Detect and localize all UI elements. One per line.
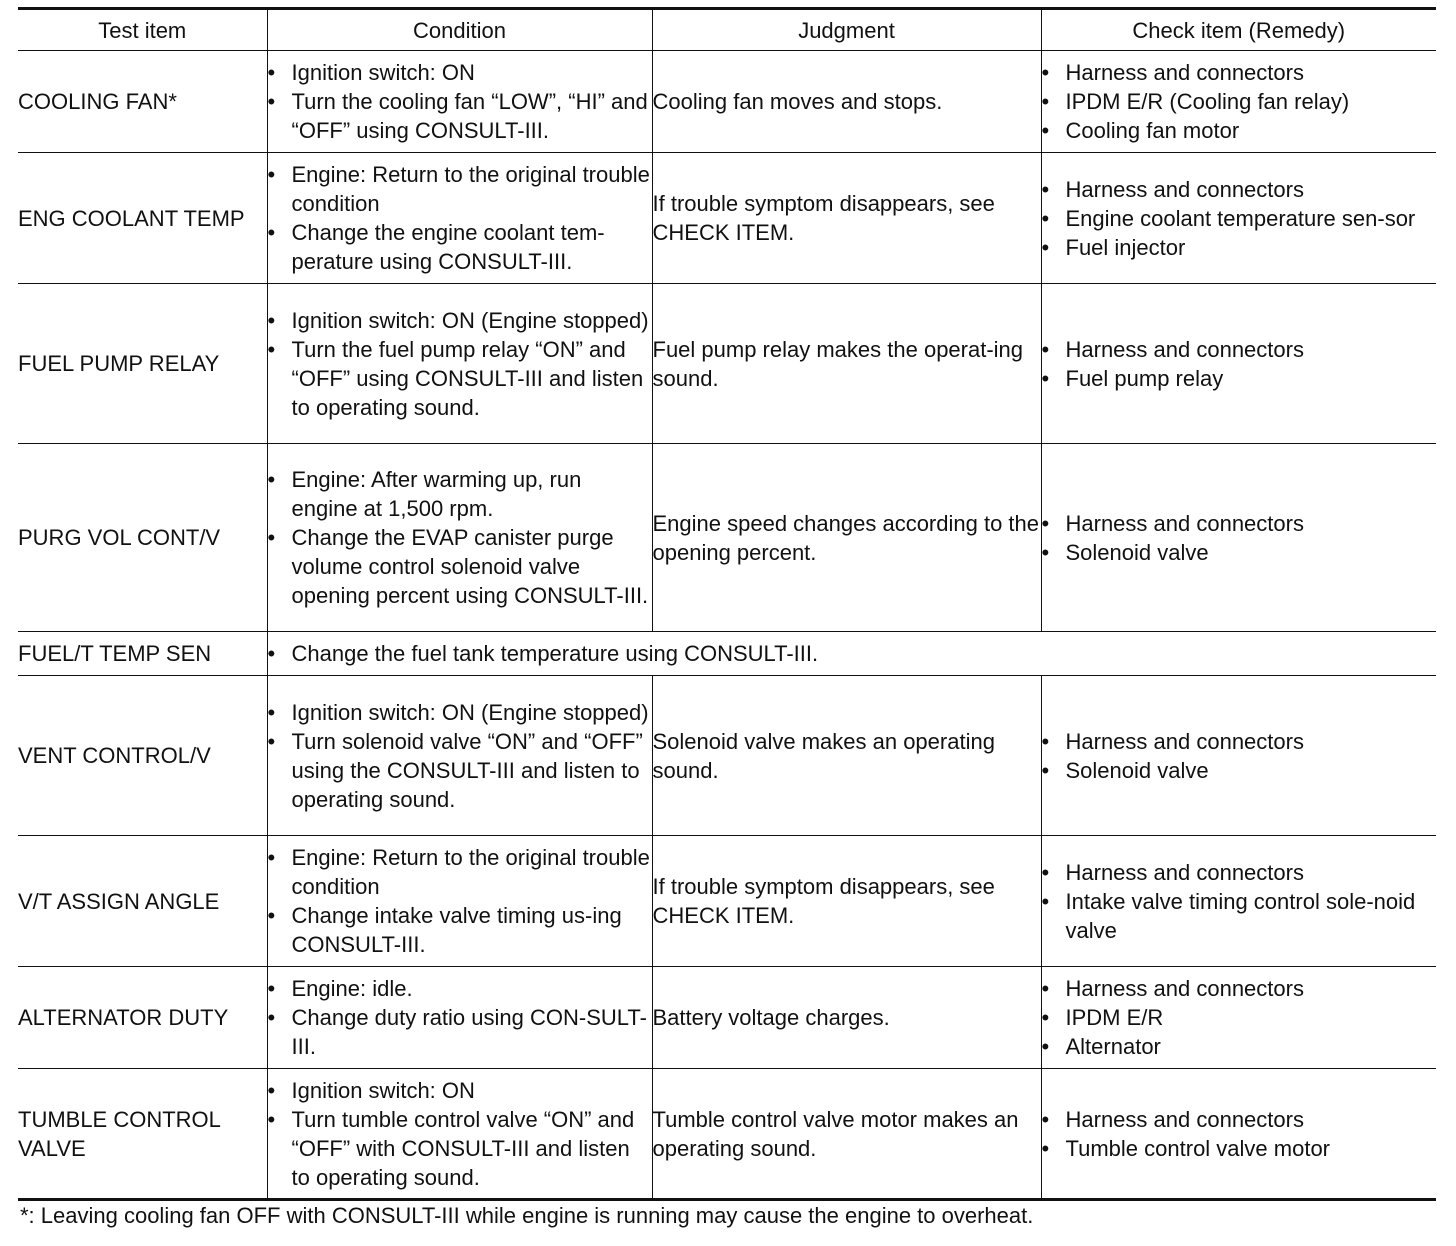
bullet-icon: • bbox=[267, 1106, 276, 1132]
check-item-list bbox=[1042, 175, 1437, 262]
list-item bbox=[268, 1105, 652, 1192]
list-item bbox=[1042, 116, 1437, 145]
bullet-icon: • bbox=[267, 1005, 276, 1030]
bullet-icon: • bbox=[1041, 234, 1050, 260]
test-item-cell: COOLING FAN* bbox=[18, 51, 267, 153]
list-item bbox=[268, 465, 652, 523]
list-item-text: IPDM E/R (Cooling fan relay) bbox=[1065, 89, 1350, 114]
list-item bbox=[1042, 858, 1437, 887]
list-item-text: Solenoid valve bbox=[1065, 539, 1209, 565]
check-item-list bbox=[1042, 974, 1437, 1061]
list-item bbox=[268, 218, 652, 276]
list-item-text: Ignition switch: ON (Engine stopped) bbox=[291, 699, 649, 725]
list-item bbox=[268, 639, 1437, 668]
judgment-cell: Engine speed changes according to the opening percent. bbox=[652, 444, 1041, 632]
bullet-icon: • bbox=[267, 60, 276, 85]
list-item bbox=[268, 1003, 652, 1061]
bullet-icon: • bbox=[267, 699, 276, 725]
bullet-icon: • bbox=[1041, 1135, 1050, 1161]
check-item-list bbox=[1042, 1105, 1437, 1163]
bullet-icon: • bbox=[1041, 176, 1050, 202]
list-item bbox=[268, 87, 652, 145]
table-row bbox=[18, 51, 1436, 153]
list-item bbox=[268, 160, 652, 218]
judgment-cell: If trouble symptom disappears, see CHECK ITEM. bbox=[652, 153, 1041, 284]
list-item bbox=[1042, 727, 1437, 756]
list-item bbox=[1042, 1003, 1437, 1032]
bullet-icon: • bbox=[267, 976, 276, 1001]
bullet-icon: • bbox=[267, 467, 276, 492]
condition-list bbox=[268, 306, 652, 422]
list-item-text: Cooling fan motor bbox=[1065, 118, 1240, 143]
list-item-text: Engine coolant temperature sen-sor bbox=[1065, 205, 1416, 231]
condition-list bbox=[268, 1076, 652, 1192]
condition-cell bbox=[267, 676, 652, 836]
list-item-text: Turn solenoid valve “ON” and “OFF” using the CONSULT-III and listen to operating sound. bbox=[291, 728, 643, 812]
list-item-text: Engine: After warming up, run engine at 1,500 rpm. bbox=[291, 467, 582, 521]
bullet-icon: • bbox=[267, 845, 276, 870]
test-item-cell: FUEL PUMP RELAY bbox=[18, 284, 267, 444]
bullet-icon: • bbox=[267, 641, 276, 666]
condition-list bbox=[268, 843, 652, 959]
list-item-text: Tumble control valve motor bbox=[1065, 1135, 1331, 1161]
list-item-text: Harness and connectors bbox=[1065, 976, 1304, 1001]
list-item-text: Engine: Return to the original trouble condition bbox=[291, 845, 650, 899]
check-item-cell bbox=[1041, 836, 1436, 967]
check-item-cell bbox=[1041, 51, 1436, 153]
bullet-icon: • bbox=[267, 728, 276, 754]
bullet-icon: • bbox=[1041, 1106, 1050, 1132]
check-item-cell bbox=[1041, 1069, 1436, 1200]
judgment-cell: Solenoid valve makes an operating sound. bbox=[652, 676, 1041, 836]
list-item bbox=[1042, 58, 1437, 87]
bullet-icon: • bbox=[1041, 60, 1050, 85]
bullet-icon: • bbox=[267, 89, 276, 114]
test-item-cell: V/T ASSIGN ANGLE bbox=[18, 836, 267, 967]
header-check-item: Check item (Remedy) bbox=[1041, 9, 1436, 51]
bullet-icon: • bbox=[1041, 510, 1050, 536]
bullet-icon: • bbox=[267, 162, 276, 187]
test-item-cell: ALTERNATOR DUTY bbox=[18, 967, 267, 1069]
condition-cell bbox=[267, 1069, 652, 1200]
table-row bbox=[18, 676, 1436, 836]
condition-cell bbox=[267, 284, 652, 444]
list-item-text: Turn the cooling fan “LOW”, “HI” and “OFF” using CONSULT-III. bbox=[291, 89, 648, 143]
condition-list bbox=[268, 58, 652, 145]
list-item-text: Change the EVAP canister purge volume control solenoid valve opening percent using CONSULT-III. bbox=[291, 525, 649, 608]
list-item-text: Change the engine coolant tem-perature using CONSULT-III. bbox=[291, 220, 605, 274]
list-item-text: Engine: idle. bbox=[291, 976, 413, 1001]
list-item bbox=[1042, 204, 1437, 233]
list-item-text: IPDM E/R bbox=[1065, 1005, 1164, 1030]
list-item-text: Ignition switch: ON bbox=[291, 60, 475, 85]
footnote: *: Leaving cooling fan OFF with CONSULT-III while engine is running may cause the engine to overheat. bbox=[20, 1203, 1034, 1228]
check-item-list bbox=[1042, 58, 1437, 145]
bullet-icon: • bbox=[1041, 89, 1050, 114]
list-item bbox=[1042, 756, 1437, 785]
list-item bbox=[268, 58, 652, 87]
judgment-cell: If trouble symptom disappears, see CHECK ITEM. bbox=[652, 836, 1041, 967]
list-item-text: Intake valve timing control sole-noid valve bbox=[1065, 888, 1416, 943]
active-test-table bbox=[18, 7, 1436, 1201]
list-item-text: Fuel injector bbox=[1065, 234, 1186, 260]
list-item-text: Harness and connectors bbox=[1065, 728, 1304, 754]
header-test-item: Test item bbox=[18, 9, 267, 51]
list-item-text: Engine: Return to the original trouble condition bbox=[291, 162, 650, 216]
list-item bbox=[268, 698, 652, 727]
condition-cell bbox=[267, 836, 652, 967]
bullet-icon: • bbox=[1041, 1034, 1050, 1059]
table-header-row bbox=[18, 9, 1436, 51]
judgment-cell: Battery voltage charges. bbox=[652, 967, 1041, 1069]
test-item-cell: ENG COOLANT TEMP bbox=[18, 153, 267, 284]
check-item-cell bbox=[1041, 284, 1436, 444]
bullet-icon: • bbox=[1041, 859, 1050, 885]
check-item-list bbox=[1042, 509, 1437, 567]
list-item-text: Alternator bbox=[1065, 1034, 1161, 1059]
list-item bbox=[268, 727, 652, 814]
condition-cell bbox=[267, 632, 1436, 676]
condition-list bbox=[268, 974, 652, 1061]
table-row bbox=[18, 1069, 1436, 1200]
list-item-text: Change the fuel tank temperature using CONSULT-III. bbox=[291, 641, 819, 666]
list-item bbox=[268, 901, 652, 959]
list-item-text: Ignition switch: ON (Engine stopped) bbox=[291, 307, 649, 333]
check-item-cell bbox=[1041, 676, 1436, 836]
list-item bbox=[268, 843, 652, 901]
header-judgment: Judgment bbox=[652, 9, 1041, 51]
bullet-icon: • bbox=[1041, 118, 1050, 143]
list-item bbox=[1042, 1105, 1437, 1134]
condition-list bbox=[268, 698, 652, 814]
list-item bbox=[1042, 509, 1437, 538]
test-item-cell: TUMBLE CONTROL VALVE bbox=[18, 1069, 267, 1200]
condition-cell bbox=[267, 51, 652, 153]
table-row bbox=[18, 153, 1436, 284]
bullet-icon: • bbox=[1041, 888, 1050, 914]
list-item bbox=[1042, 175, 1437, 204]
list-item-text: Harness and connectors bbox=[1065, 60, 1304, 85]
condition-cell bbox=[267, 967, 652, 1069]
list-item-text: Ignition switch: ON bbox=[291, 1077, 475, 1103]
list-item-text: Harness and connectors bbox=[1065, 1106, 1304, 1132]
judgment-cell: Fuel pump relay makes the operat-ing sound. bbox=[652, 284, 1041, 444]
bullet-icon: • bbox=[1041, 336, 1050, 362]
list-item-text: Solenoid valve bbox=[1065, 757, 1209, 783]
bullet-icon: • bbox=[1041, 365, 1050, 391]
list-item bbox=[268, 306, 652, 335]
list-item bbox=[1042, 87, 1437, 116]
list-item-text: Turn tumble control valve “ON” and “OFF” with CONSULT-III and listen to operating sound. bbox=[291, 1106, 635, 1190]
list-item-text: Fuel pump relay bbox=[1065, 365, 1224, 391]
test-item-cell: FUEL/T TEMP SEN bbox=[18, 632, 267, 676]
check-item-list bbox=[1042, 727, 1437, 785]
table-body bbox=[18, 51, 1436, 1200]
list-item bbox=[1042, 974, 1437, 1003]
bullet-icon: • bbox=[1041, 1005, 1050, 1030]
table-row bbox=[18, 967, 1436, 1069]
bullet-icon: • bbox=[267, 307, 276, 333]
header-condition: Condition bbox=[267, 9, 652, 51]
test-item-cell: PURG VOL CONT/V bbox=[18, 444, 267, 632]
check-item-cell bbox=[1041, 444, 1436, 632]
check-item-list bbox=[1042, 858, 1437, 945]
check-item-cell bbox=[1041, 967, 1436, 1069]
list-item-text: Change intake valve timing us-ing CONSULT-III. bbox=[291, 903, 622, 957]
condition-list bbox=[268, 160, 652, 276]
list-item bbox=[268, 335, 652, 422]
list-item bbox=[1042, 233, 1437, 262]
table-row bbox=[18, 632, 1436, 676]
bullet-icon: • bbox=[1041, 728, 1050, 754]
list-item bbox=[1042, 335, 1437, 364]
condition-list bbox=[268, 639, 1437, 668]
list-item-text: Harness and connectors bbox=[1065, 336, 1304, 362]
list-item bbox=[1042, 538, 1437, 567]
bullet-icon: • bbox=[267, 1077, 276, 1103]
condition-list bbox=[268, 465, 652, 610]
judgment-cell: Tumble control valve motor makes an operating sound. bbox=[652, 1069, 1041, 1200]
list-item bbox=[268, 523, 652, 610]
bullet-icon: • bbox=[267, 525, 276, 550]
check-item-cell bbox=[1041, 153, 1436, 284]
judgment-cell: Cooling fan moves and stops. bbox=[652, 51, 1041, 153]
bullet-icon: • bbox=[267, 336, 276, 362]
check-item-list bbox=[1042, 335, 1437, 393]
list-item-text: Change duty ratio using CON-SULT-III. bbox=[291, 1005, 647, 1059]
list-item bbox=[268, 974, 652, 1003]
list-item bbox=[1042, 1134, 1437, 1163]
list-item-text: Harness and connectors bbox=[1065, 176, 1304, 202]
bullet-icon: • bbox=[1041, 539, 1050, 565]
table-row bbox=[18, 284, 1436, 444]
list-item bbox=[268, 1076, 652, 1105]
bullet-icon: • bbox=[267, 220, 276, 245]
list-item bbox=[1042, 1032, 1437, 1061]
test-item-cell: VENT CONTROL/V bbox=[18, 676, 267, 836]
bullet-icon: • bbox=[1041, 757, 1050, 783]
list-item bbox=[1042, 364, 1437, 393]
bullet-icon: • bbox=[1041, 205, 1050, 231]
list-item-text: Turn the fuel pump relay “ON” and “OFF” using CONSULT-III and listen to operating sound. bbox=[291, 336, 644, 420]
bullet-icon: • bbox=[267, 903, 276, 928]
table-row bbox=[18, 444, 1436, 632]
list-item-text: Harness and connectors bbox=[1065, 859, 1304, 885]
bullet-icon: • bbox=[1041, 976, 1050, 1001]
condition-cell bbox=[267, 153, 652, 284]
table-row bbox=[18, 836, 1436, 967]
list-item-text: Harness and connectors bbox=[1065, 510, 1304, 536]
list-item bbox=[1042, 887, 1437, 945]
condition-cell bbox=[267, 444, 652, 632]
